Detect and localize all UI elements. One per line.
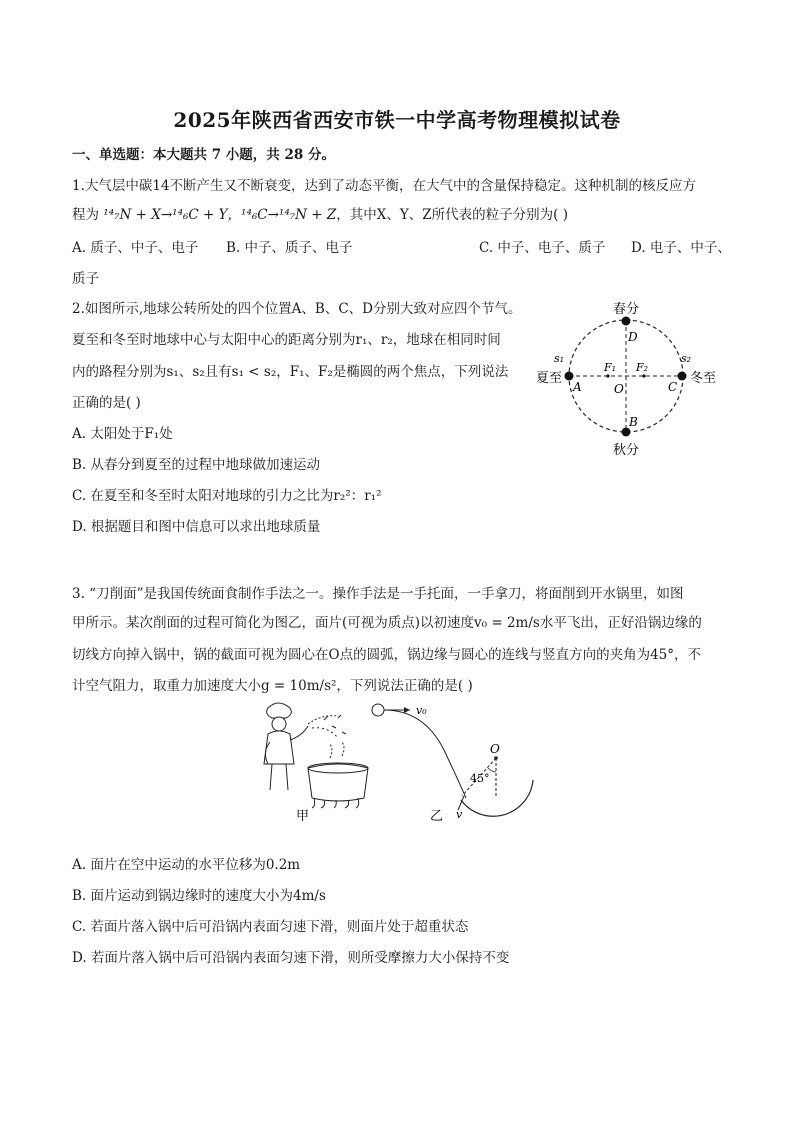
trajectory xyxy=(384,710,466,798)
point-c xyxy=(678,372,687,381)
q2-stem-line4: 正确的是( ) xyxy=(72,395,141,411)
q3-option-a: A. 面片在空中运动的水平位移为0.2m xyxy=(72,857,301,873)
label-s1: s₁ xyxy=(554,352,565,365)
q1-option-c: C. 中子、电子、质子 xyxy=(479,240,606,256)
pot-illustration xyxy=(308,742,368,808)
noodle-point xyxy=(372,704,384,716)
label-v: v xyxy=(456,808,463,821)
section-heading: 一、单选题：本大题共 7 小题，共 28 分。 xyxy=(72,147,335,163)
label-c: C xyxy=(668,380,678,394)
q3-option-c: C. 若面片落入锅中后可沿锅内表面匀速下滑，则面片处于超重状态 xyxy=(72,919,469,935)
label-jia: 甲 xyxy=(296,809,310,824)
label-a: A xyxy=(573,380,582,394)
q1-option-b: B. 中子、质子、电子 xyxy=(226,240,353,256)
q3-stem-line1: 3. “刀削面”是我国传统面食制作手法之一。操作手法是一手托面，一手拿刀，将面削到开水锅里，如图 xyxy=(72,586,684,602)
q2-stem-line1: 2.如图所示,地球公转所处的四个位置A、B、C、D分别大致对应四个节气。 xyxy=(72,301,522,317)
q1-suffix: ，其中X、Y、Z所代表的粒子分别为( ) xyxy=(336,207,568,223)
label-yi: 乙 xyxy=(430,809,444,824)
q3-stem-line2: 甲所示。某次削面的过程可简化为图乙，面片(可视为质点)以初速度v₀ = 2m/s水平飞出，正好沿锅边缘的 xyxy=(72,615,702,631)
label-f2: F₂ xyxy=(636,361,649,374)
orbit-diagram xyxy=(528,296,728,466)
q1-equation: ¹⁴₇N + X→¹⁴₆C + Y，¹⁴₆C→¹⁴₇N + Z xyxy=(103,207,337,223)
point-spring xyxy=(622,317,631,326)
label-s2: s₂ xyxy=(681,352,692,365)
q1-prefix: 程为 xyxy=(72,207,104,223)
q1-option-a: A. 质子、中子、电子 xyxy=(72,240,199,256)
q3-option-d: D. 若面片落入锅中后可沿锅内表面匀速下滑，则所受摩擦力大小保持不变 xyxy=(72,950,510,966)
label-d: D xyxy=(628,330,638,344)
q3-option-b: B. 面片运动到锅边缘时的速度大小为4m/s xyxy=(72,888,326,904)
q2-option-a: A. 太阳处于F₁处 xyxy=(72,426,173,442)
q1-option-d-cont: 质子 xyxy=(72,271,99,287)
page-title: 2025年陕西省西安市铁一中学高考物理模拟试卷 xyxy=(173,108,621,132)
q3-stem-line3: 切线方向掉入锅中，锅的截面可视为圆心在O点的圆弧，锅边缘与圆心的连线与竖直方向的夹角为45°，不 xyxy=(72,647,701,663)
label-b: B xyxy=(629,415,638,429)
focus-f2 xyxy=(642,374,645,377)
q2-stem-line2: 夏至和冬至时地球中心与太阳中心的距离分别为r₁、r₂，地球在相同时间 xyxy=(72,332,501,348)
label-spring: 春分 xyxy=(612,302,640,317)
focus-f1 xyxy=(606,374,609,377)
label-summer: 夏至 xyxy=(536,371,563,386)
q1-stem-line2 xyxy=(72,206,568,224)
label-o: O xyxy=(614,382,624,396)
label-winter: 冬至 xyxy=(690,371,717,386)
label-v0: v₀ xyxy=(416,704,427,717)
label-f1: F₁ xyxy=(604,361,617,374)
q1-stem-line1: 1.大气层中碳14不断产生又不断衰变，达到了动态平衡，在大气中的含量保持稳定。这种机制的核反应方 xyxy=(72,178,697,194)
q2-option-b: B. 从春分到夏至的过程中地球做加速运动 xyxy=(72,457,321,473)
v0-arrowhead xyxy=(404,707,410,713)
label-angle: 45° xyxy=(470,772,490,785)
q3-stem-line4: 计空气阻力，取重力加速度大小g = 10m/s²，下列说法正确的是( ) xyxy=(72,678,473,694)
q2-option-c: C. 在夏至和冬至时太阳对地球的引力之比为r₂²：r₁² xyxy=(72,488,382,504)
q2-stem-line3: 内的路程分别为s₁、s₂且有s₁ < s₂，F₁、F₂是椭圆的两个焦点，下列说法 xyxy=(72,364,509,380)
label-autumn: 秋分 xyxy=(612,443,640,458)
q2-option-d: D. 根据题目和图中信息可以求出地球质量 xyxy=(72,519,321,535)
label-o: O xyxy=(490,742,500,756)
q1-option-d: D. 电子、中子、 xyxy=(631,240,731,256)
noodle-figure xyxy=(250,698,550,828)
